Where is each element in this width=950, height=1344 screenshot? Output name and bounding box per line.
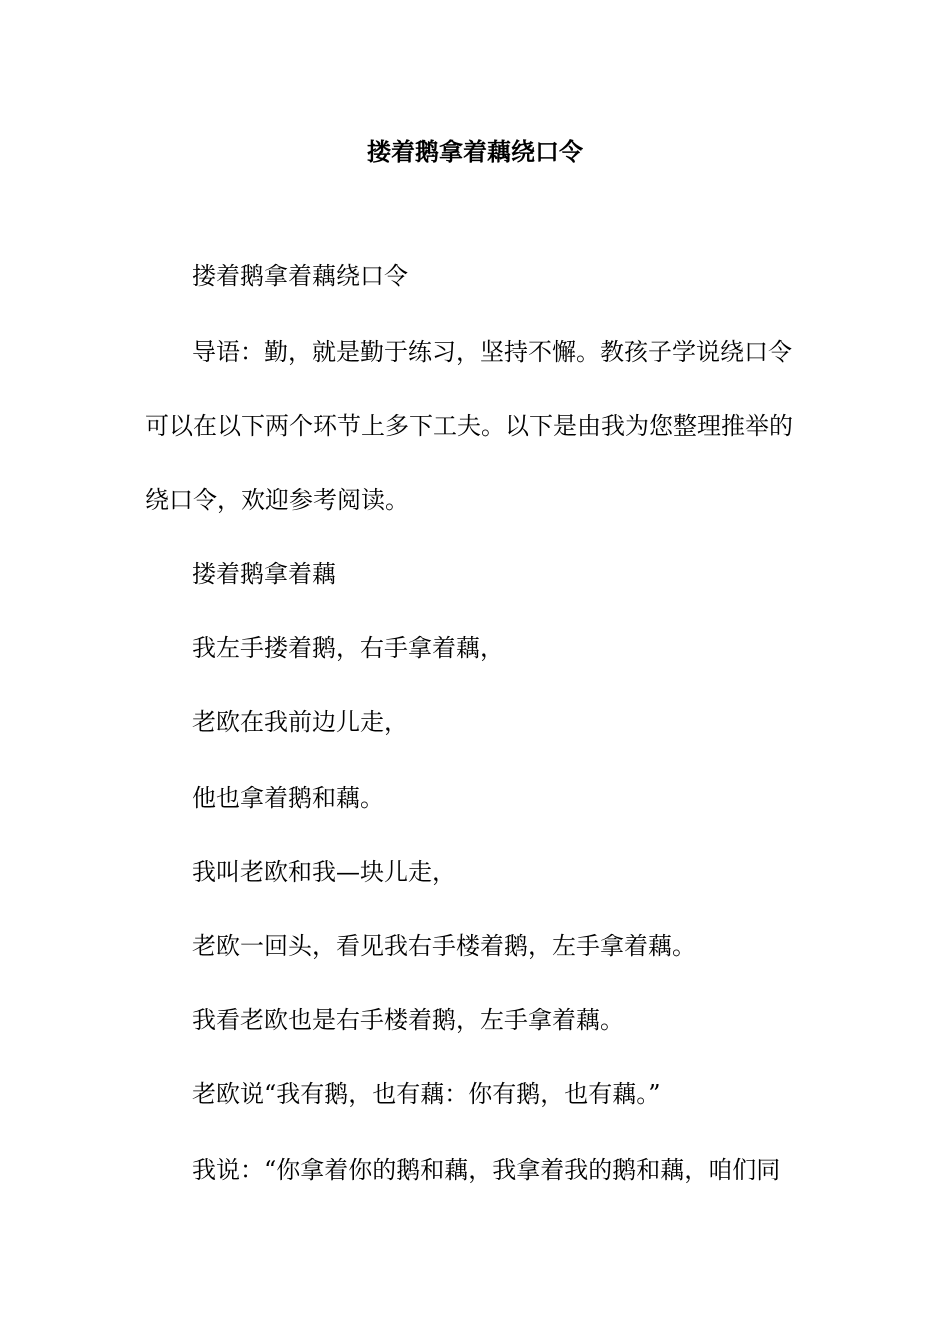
document-title: 搂着鹅拿着藕绕口令 <box>367 137 583 166</box>
paragraph-line: 老欧在我前边儿走， <box>192 708 408 736</box>
paragraph-line: 他也拿着鹅和藕。 <box>192 784 384 812</box>
paragraph-line: 我说：“你拿着你的鹅和藕，我拿着我的鹅和藕，咱们同 <box>192 1156 781 1184</box>
paragraph-line: 绕口令，欢迎参考阅读。 <box>145 486 409 514</box>
paragraph-line: 我叫老欧和我—块儿走， <box>192 858 456 886</box>
paragraph-line: 可以在以下两个环节上多下工夫。以下是由我为您整理推举的 <box>145 412 793 440</box>
paragraph-line: 我左手搂着鹅，右手拿着藕， <box>192 634 504 662</box>
paragraph-line: 老欧一回头，看见我右手楼着鹅，左手拿着藕。 <box>192 932 696 960</box>
paragraph-line: 搂着鹅拿着藕 <box>192 560 336 588</box>
paragraph-line: 老欧说“我有鹅，也有藕：你有鹅，也有藕。” <box>192 1080 661 1108</box>
paragraph-line: 导语：勤，就是勤于练习，坚持不懈。教孩子学说绕口令 <box>192 338 792 366</box>
paragraph-line: 我看老欧也是右手楼着鹅，左手拿着藕。 <box>192 1006 624 1034</box>
paragraph-line: 搂着鹅拿着藕绕口令 <box>192 262 408 290</box>
